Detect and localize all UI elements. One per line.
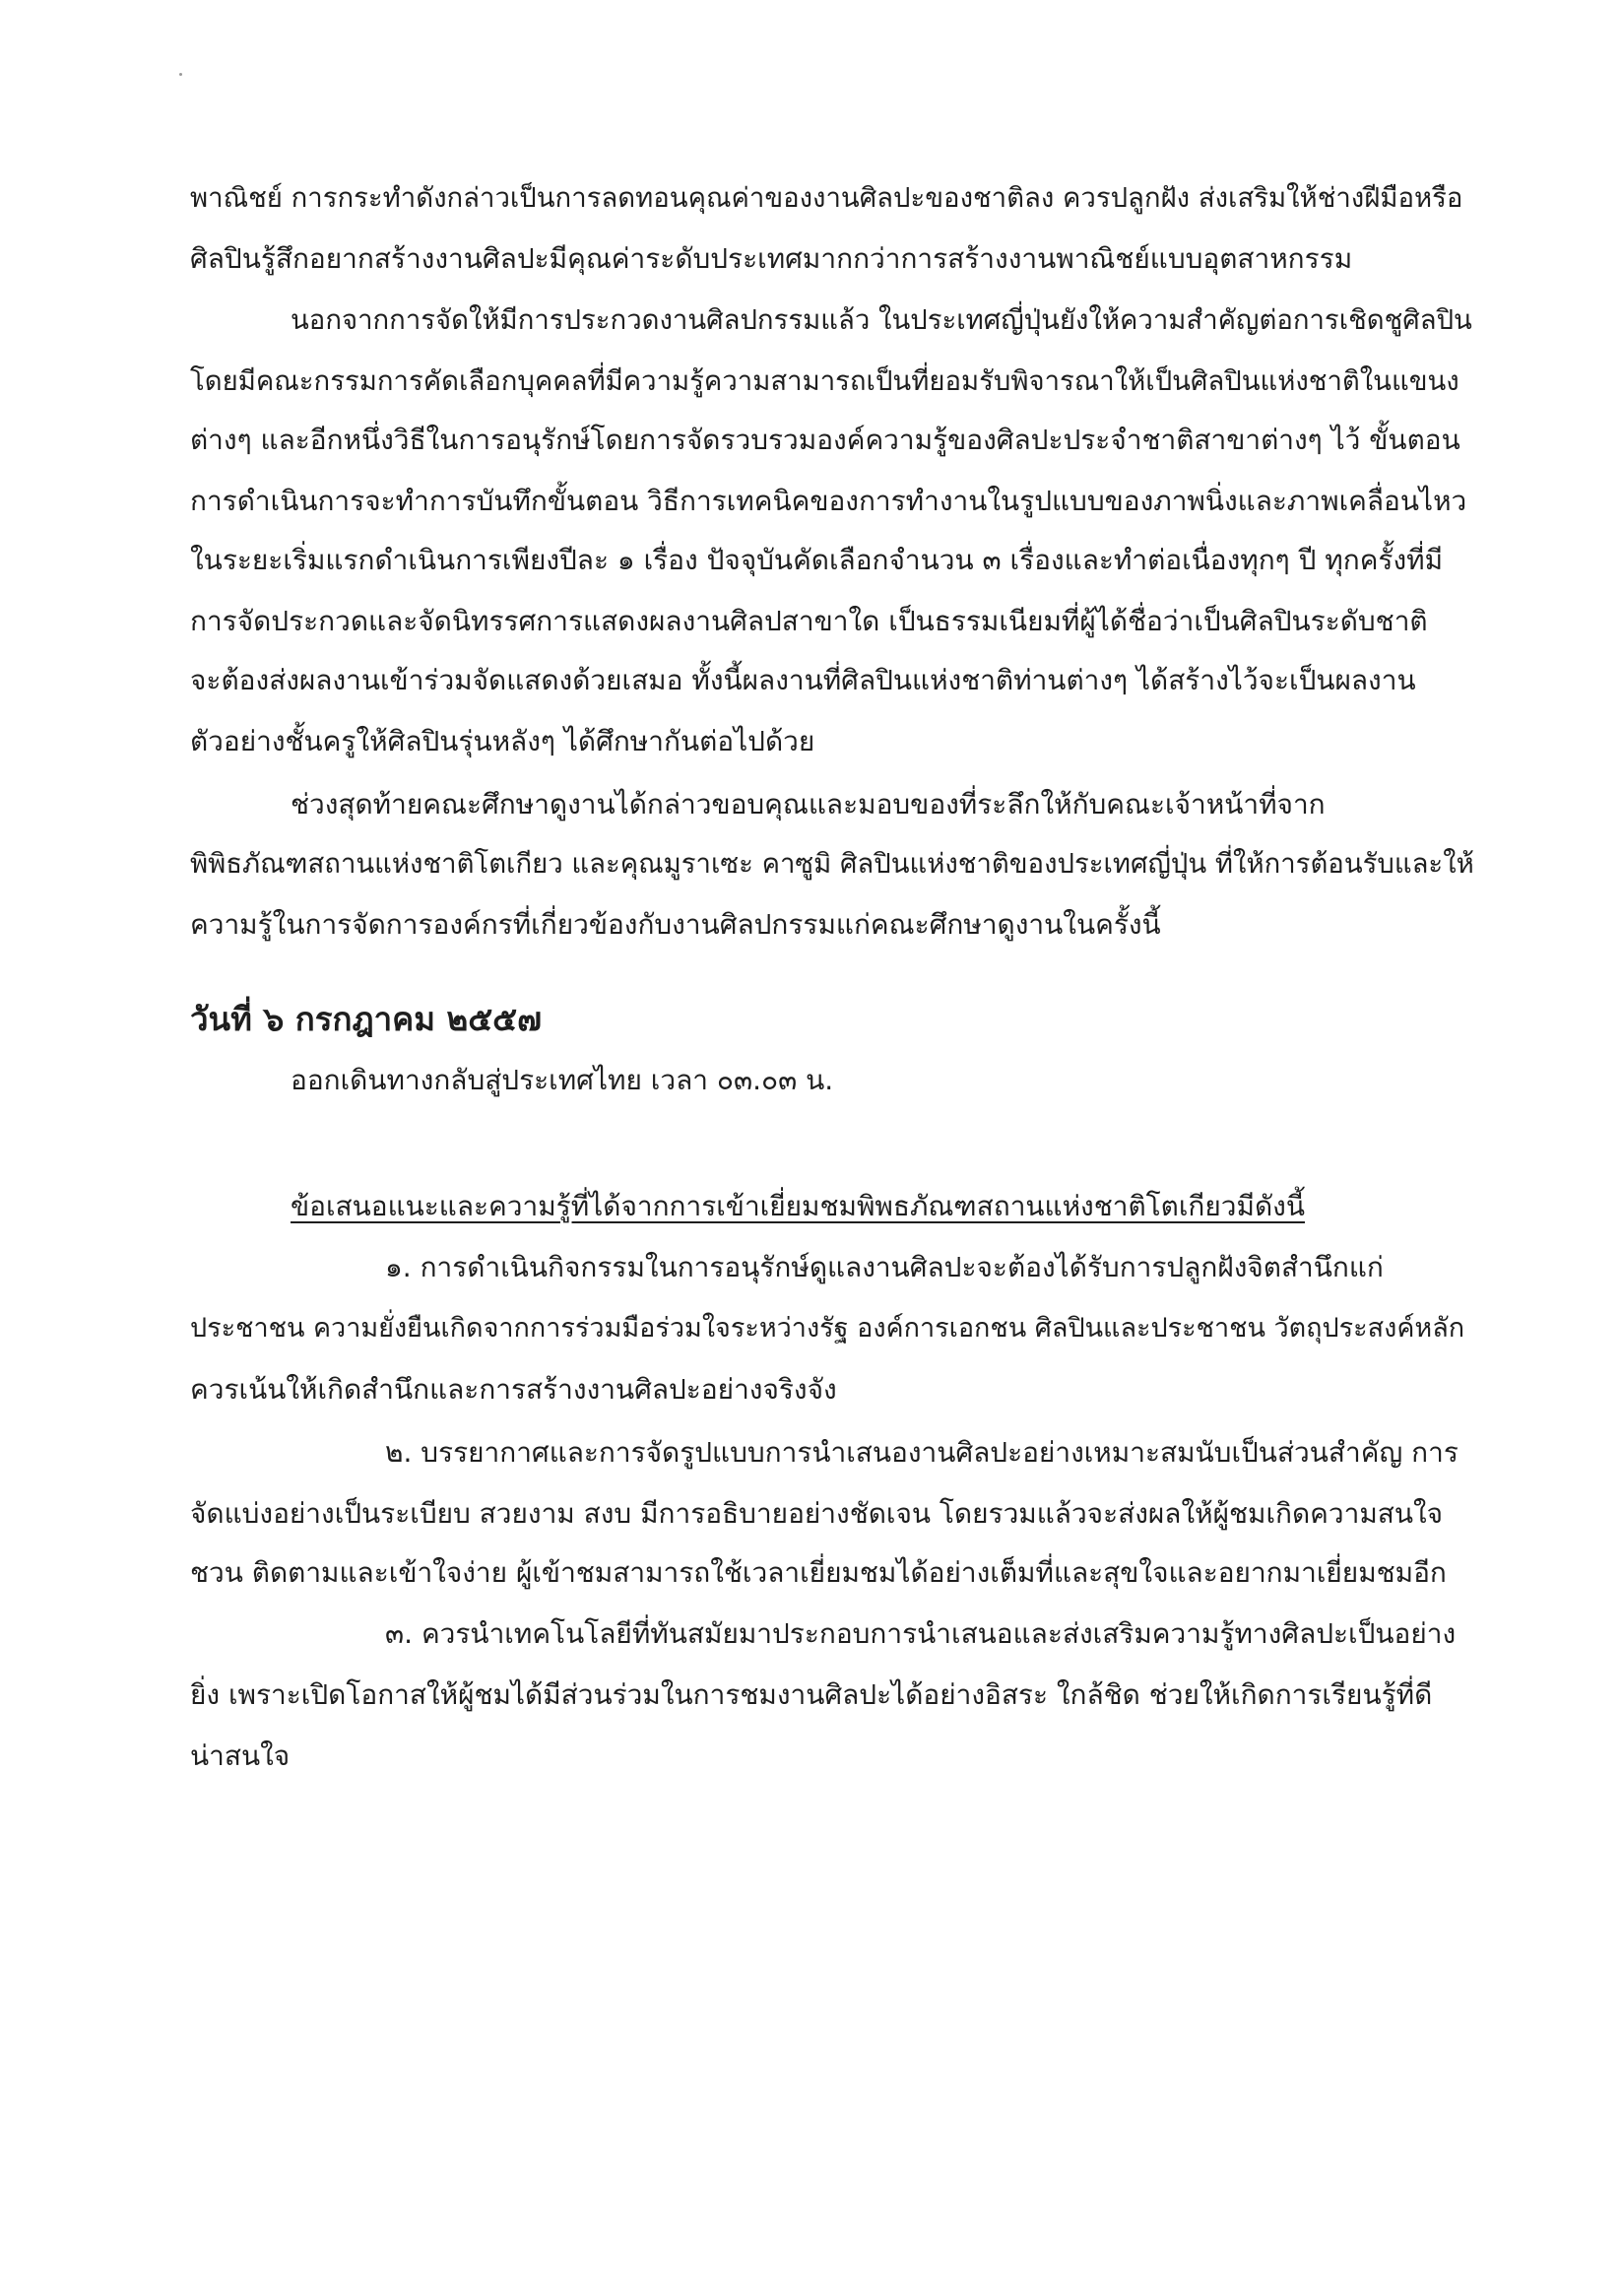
paragraph-2-line-6: การจัดประกวดและจัดนิทรรศการแสดงผลงานศิลปสาขาใด เป็นธรรมเนียมที่ผู้ได้ชื่อว่าเป็นศิลปินระดับชาติ xyxy=(190,605,1428,637)
intro-line-2: ศิลปินรู้สึกอยากสร้างงานศิลปะมีคุณค่าระดับประเทศมากกว่าการสร้างงานพาณิชย์แบบอุตสาหกรรม xyxy=(190,242,1353,275)
recommendation-3-line-3: น่าสนใจ xyxy=(190,1739,291,1772)
recommendation-1-line-1: ๑. การดำเนินกิจกรรมในการอนุรักษ์ดูแลงานศิลปะจะต้องได้รับการปลูกฝังจิตสำนึกแก่ xyxy=(385,1251,1384,1283)
recommendation-2-line-3: ชวน ติดตามและเข้าใจง่าย ผู้เข้าชมสามารถใช้เวลาเยี่ยมชมได้อย่างเต็มที่และสุขใจและอยากมาเยี่ยมชมอีก xyxy=(190,1556,1447,1589)
paragraph-2-line-3: ต่างๆ และอีกหนึ่งวิธีในการอนุรักษ์โดยการจัดรวบรวมองค์ความรู้ของศิลปะประจำชาติสาขาต่างๆ ไว้ ขั้นตอน xyxy=(190,424,1460,456)
recommendation-2-line-2: จัดแบ่งอย่างเป็นระเบียบ สวยงาม สงบ มีการอธิบายอย่างชัดเจน โดยรวมแล้วจะส่งผลให้ผู้ชมเกิดความสนใจ xyxy=(190,1497,1444,1530)
intro-line-1: พาณิชย์ การกระทำดังกล่าวเป็นการลดทอนคุณค่าของงานศิลปะของชาติลง ควรปลูกฝัง ส่งเสริมให้ช่างฝีมือหรือ xyxy=(190,182,1463,214)
date-heading: วันที่ ๖ กรกฎาคม ๒๕๕๗ xyxy=(190,1000,542,1038)
paragraph-3-line-3: ความรู้ในการจัดการองค์กรที่เกี่ยวข้องกับงานศิลปกรรมแก่คณะศึกษาดูงานในครั้งนี้ xyxy=(190,908,1161,941)
scan-speck xyxy=(179,73,182,76)
recommendation-1-line-3: ควรเน้นให้เกิดสำนึกและการสร้างงานศิลปะอย่างจริงจัง xyxy=(190,1373,837,1406)
paragraph-2-line-7: จะต้องส่งผลงานเข้าร่วมจัดแสดงด้วยเสมอ ทั้งนี้ผลงานที่ศิลปินแห่งชาติท่านต่างๆ ได้สร้างไว้จะเป็นผลงาน xyxy=(190,664,1416,696)
recommendation-1-line-2: ประชาชน ความยั่งยืนเกิดจากการร่วมมือร่วมใจระหว่างรัฐ องค์การเอกชน ศิลปินและประชาชน วัตถุประสงค์หลัก xyxy=(190,1313,1465,1344)
paragraph-2-line-5: ในระยะเริ่มแรกดำเนินการเพียงปีละ ๑ เรื่อง ปัจจุบันคัดเลือกจำนวน ๓ เรื่องและทำต่อเนื่องทุกๆ ปี ทุกครั้งที่มี xyxy=(190,544,1444,576)
recommendation-3-line-1: ๓. ควรนำเทคโนโลยีที่ทันสมัยมาประกอบการนำเสนอและส่งเสริมความรู้ทางศิลปะเป็นอย่าง xyxy=(385,1617,1457,1650)
paragraph-2-line-8: ตัวอย่างชั้นครูให้ศิลปินรุ่นหลังๆ ได้ศึกษากันต่อไปด้วย xyxy=(190,725,815,757)
paragraph-2-line-1: นอกจากการจัดให้มีการประกวดงานศิลปกรรมแล้ว ในประเทศญี่ปุ่นยังให้ความสำคัญต่อการเชิดชูศิลปิน xyxy=(291,304,1472,336)
paragraph-3-line-1: ช่วงสุดท้ายคณะศึกษาดูงานได้กล่าวขอบคุณและมอบของที่ระลึกให้กับคณะเจ้าหน้าที่จาก xyxy=(291,788,1326,820)
paragraph-2-line-4: การดำเนินการจะทำการบันทึกขั้นตอน วิธีการเทคนิคของการทำงานในรูปแบบของภาพนิ่งและภาพเคลื่อนไหว xyxy=(190,485,1467,517)
departure-line: ออกเดินทางกลับสู่ประเทศไทย เวลา ๐๓.๐๓ น. xyxy=(291,1064,834,1096)
recommendations-heading: ข้อเสนอแนะและความรู้ที่ได้จากการเข้าเยี่ยมชมพิพธภัณฑสถานแห่งชาติโตเกียวมีดังนี้ xyxy=(291,1190,1305,1222)
paragraph-2-line-2: โดยมีคณะกรรมการคัดเลือกบุคคลที่มีความรู้ความสามารถเป็นที่ยอมรับพิจารณาให้เป็นศิลปินแห่งชาติในแขนง xyxy=(190,365,1459,397)
recommendation-3-line-2: ยิ่ง เพราะเปิดโอกาสให้ผู้ชมได้มีส่วนร่วมในการชมงานศิลปะได้อย่างอิสระ ใกล้ชิด ช่วยให้เกิดการเรียนรู้ที่ดี xyxy=(190,1678,1433,1711)
recommendation-2-line-1: ๒. บรรยากาศและการจัดรูปแบบการนำเสนองานศิลปะอย่างเหมาะสมนับเป็นส่วนสำคัญ การ xyxy=(385,1436,1459,1469)
paragraph-3-line-2: พิพิธภัณฑสถานแห่งชาติโตเกียว และคุณมูราเซะ คาซูมิ ศิลปินแห่งชาติของประเทศญี่ปุ่น ที่ให้การต้อนรับและให้ xyxy=(190,848,1474,880)
